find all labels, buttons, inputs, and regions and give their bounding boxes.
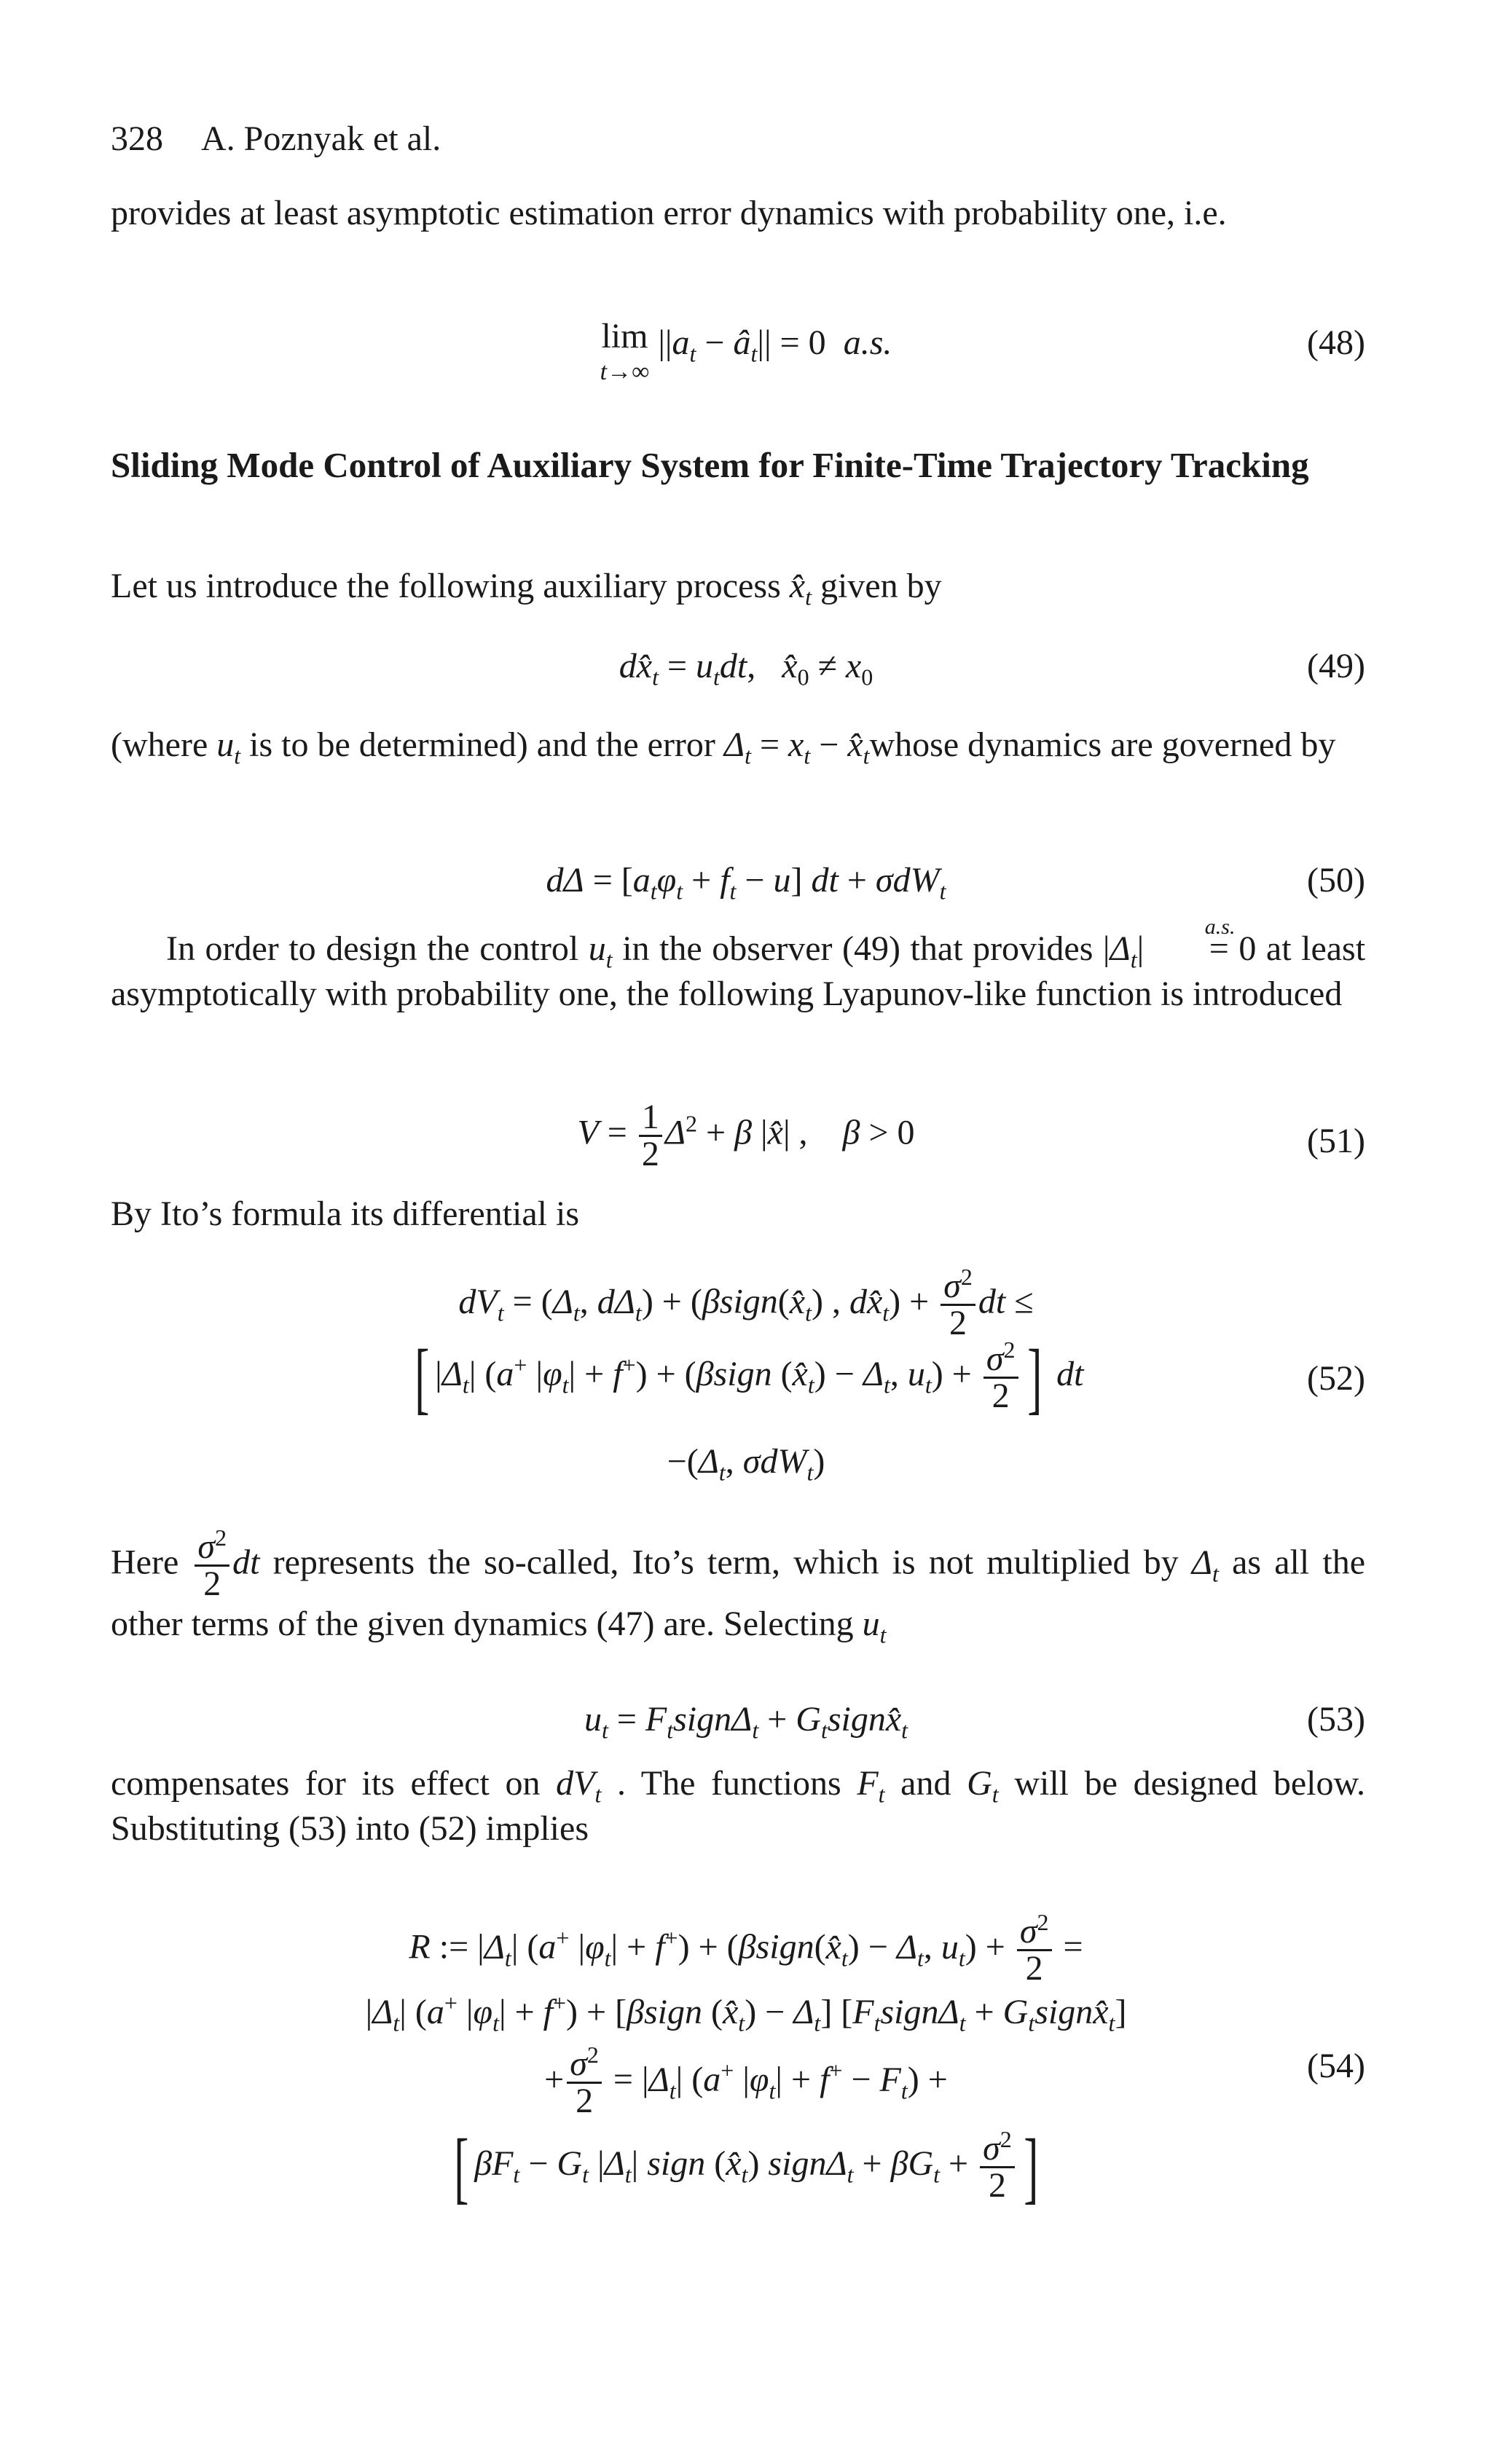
paragraph-2-text-b: given by — [820, 567, 942, 605]
paragraph-7-text-b: . The functions — [616, 1764, 841, 1803]
paragraph-4-text-a: In order to design the control — [166, 929, 579, 968]
paragraph-3-text-b: is to be determined) and the error — [249, 725, 715, 764]
equation-52-line-3: $-(\Delta_t$, σdW$_t$) — [667, 1442, 825, 1486]
page-header — [111, 117, 441, 162]
equation-52-line-1: $dV_t = (\Delta_t$, $d\Delta_t$) + ($\beta sign(x̂_t)$ , $dx̂_t$) + $\frac{\sigma^2}{2}$ dt ≤ — [458, 1264, 1034, 1342]
paragraph-6-text-b: represents the so-called, Ito’s term, which is not multiplied by — [272, 1543, 1179, 1582]
equation-54-line-1: R := $|\Delta_t|$ (a+ $|\varphi_t| + f^+$) + ($\beta sign(x̂_t) - \Delta_t$, $u_t$) + $\frac{\sigma^2}{2}$ = — [409, 1909, 1083, 1988]
equation-48: lim t→∞ $||a_t$ − $â_t|| = 0$ a.s. — [600, 317, 892, 385]
equation-number-52: (52) — [1307, 1359, 1365, 1398]
paragraph-5: By Ito’s formula its differential is — [111, 1194, 580, 1233]
paragraph-4-text-b: in the observer (49) that provides — [622, 929, 1094, 968]
paragraph-3-text-c: whose dynamics are governed by — [869, 725, 1336, 764]
equation-number-48: (48) — [1307, 323, 1365, 362]
paragraph-7-text-d: will be designed below. Substituting (53) into (52) implies — [111, 1764, 1366, 1848]
running-title: A. Poznyak et al. — [201, 119, 441, 158]
paragraph-2: Let us introduce the following auxiliary process $x̂_t$ given by — [111, 567, 942, 610]
equation-number-53: (53) — [1307, 1700, 1365, 1739]
equation-number-51: (51) — [1307, 1122, 1365, 1160]
paragraph-6-text-c: as all the other terms of the given dynamics (47) are. Selecting — [111, 1543, 1366, 1643]
paragraph-7-text-a: compensates for its effect on — [111, 1764, 541, 1803]
equation-54-line-4: [ $\beta F_t - G_t$ $|\Delta_t|$ sign $(x̂_t)$ signΔ$_t$ + $\beta G_t$ + $\frac{\sigma^2}{2}$ ] — [453, 2122, 1039, 2211]
equation-54-line-2: $|\Delta_t|$ (a+ $|\varphi_t| + f^+$) + [βsign $(x̂_t) - \Delta_t$] [$F_tsign\Delta_t$ + $G_tsignx̂_t$] — [365, 1990, 1127, 2036]
page-number: 328 — [111, 119, 163, 158]
equation-50: $d\Delta = [a_t\varphi_t + f_t - u]$ dt + σdW$_t$ — [546, 861, 946, 905]
paragraph-7: compensates for its effect on $dV_t$ . The functions $F_t$ and $G_t$ will be designed below. Substituting (53) into (52) implies — [111, 1764, 1366, 1848]
paragraph-3: (where $u_t$ is to be determined) and the error $\Delta_t = x_t$ − $x̂_twhose$ dynamics are governed by — [111, 725, 1336, 769]
equation-number-50: (50) — [1307, 861, 1365, 900]
paragraph-4: In order to design the control $u_t$ in the observer (49) that provides $|\Delta_t|$ = a.s. 0 at least asymptotically with probability one, the following Lyapunov-like function is introduced — [111, 915, 1366, 1013]
equation-49: $dx̂_t = u_tdt$, $x̂_0 \ne x_0$ — [619, 647, 873, 690]
equation-53: $u_t$ = $F_tsign\Delta_t$ + $G_tsignx̂_t$ — [584, 1700, 908, 1744]
equation-54-line-3: + $\frac{\sigma^2}{2}$ = $|\Delta_t|$ (a+ $|\varphi_t| + f^+ - F_t$) + — [544, 2042, 948, 2120]
paragraph-1: provides at least asymptotic estimation error dynamics with probability one, i.e. — [111, 194, 1227, 232]
paragraph-6-text-a: Here — [111, 1543, 179, 1582]
paragraph-2-text-a: Let us introduce the following auxiliary process — [111, 567, 781, 605]
equation-number-49: (49) — [1307, 647, 1365, 685]
paragraph-3-text-a: (where — [111, 725, 208, 764]
paragraph-6: Here $\frac{\sigma^2}{2}$ dt represents the so-called, Ito’s term, which is not multiplied by $\Delta_t$ as all the other terms of the given dynamics (47) are. Selecting $u_t$ — [111, 1524, 1366, 1648]
paragraph-7-text-c: and — [900, 1764, 951, 1803]
paragraph-4-text-c: 0 at least asymptotically with probability one, the following Lyapunov-like function is introduced — [111, 929, 1366, 1013]
equation-number-54: (54) — [1307, 2047, 1365, 2085]
equation-51: V = $\frac{1}{2}$ $\Delta^2 + \beta$ |x̂| , β > 0 — [577, 1098, 915, 1173]
section-heading: Sliding Mode Control of Auxiliary System for Finite-Time Trajectory Tracking — [111, 445, 1309, 485]
equation-52-line-2: [ $|\Delta_t|$ (a+ $|\varphi_t| + f^+$) + (βsign $(x̂_t) - \Delta_t$, $u_t$) + $\frac{\sigma^2}{2}$ ] dt — [414, 1333, 1084, 1422]
